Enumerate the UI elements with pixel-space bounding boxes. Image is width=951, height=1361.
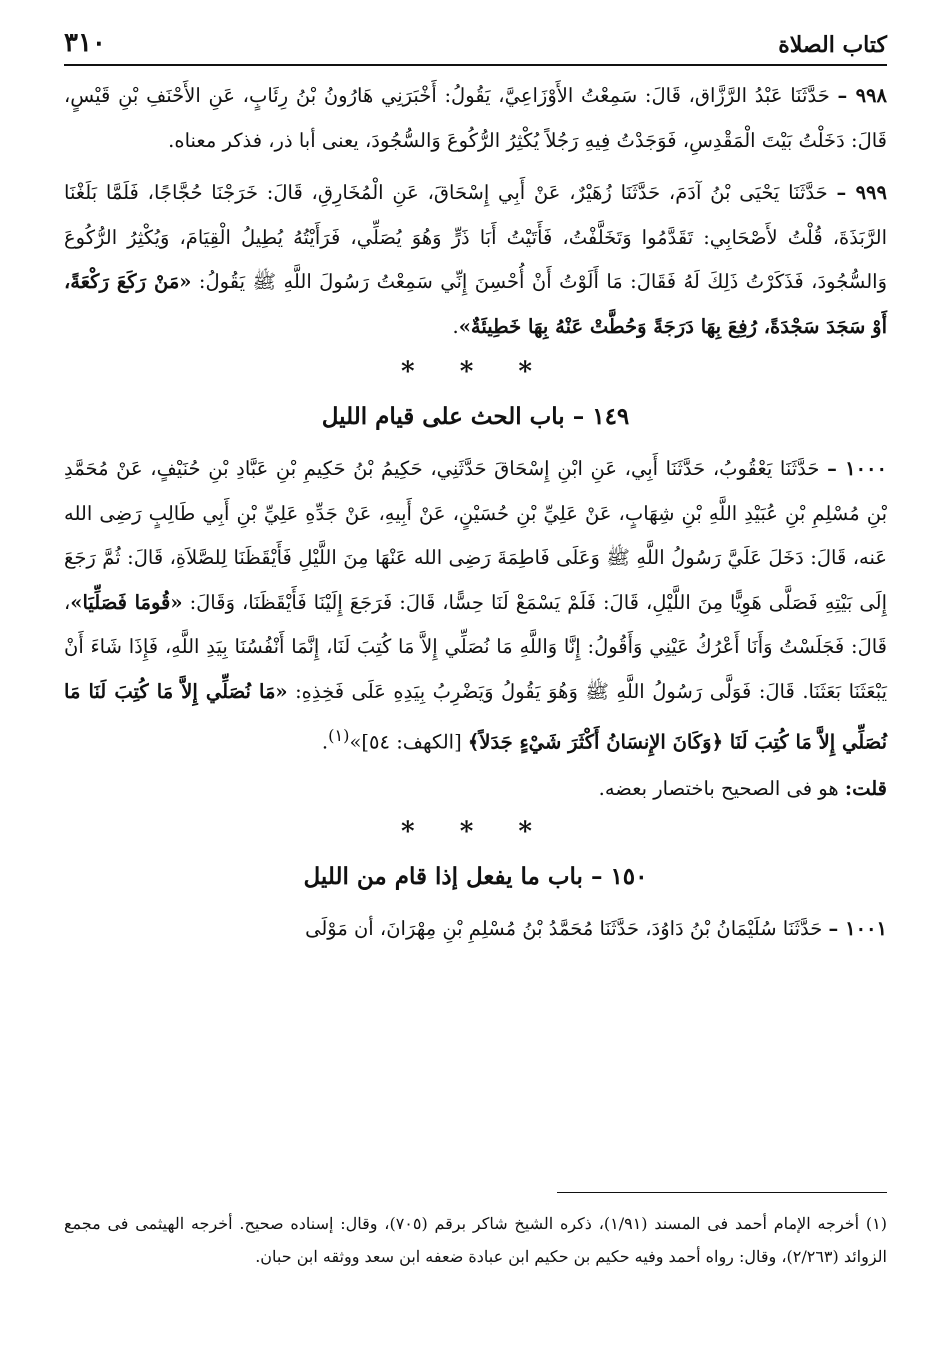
note-label: قلت: [844,777,887,800]
footnote-marker: (١) [328,726,350,745]
hadith-number: ٩٩٨ – [837,84,887,107]
section-separator: * * * [401,357,550,387]
hadith-text: حَدَّثَنَا عَبْدُ الرَّزَّاق، قَالَ: سَمِعْتُ الأَوْزَاعِيَّ، يَقُولُ: أَخْبَرَنِي هَارُونُ بْنُ رِئَابٍ، عَنِ الأَحْنَفِ بْنِ قَيْسٍ، قَالَ: دَخَلْتُ بَيْتَ الْمَقْدِسِ، فَوَجَدْتُ فِيهِ رَجُلاً يُكْثِرُ الرُّكُوعَ وَالسُّجُودَ، يعنى أبا ذر، فذكر معناه. [64,84,887,152]
hadith-998 [64,74,887,163]
prophetic-quote: «مَنْ رَكَعَ رَكْعَةً، أَوْ سَجَدَ سَجْدَةً، رُفِعَ بِهَا دَرَجَةً وَحُطَّتْ عَنْهُ بِهَا خَطِيئَةٌ» [64,270,887,338]
page-number: ٣١٠ [64,28,106,58]
footnote-1: (١) أخرجه الإمام أحمد فى المسند (١/٩١)، ذكره الشيخ شاكر برقم (٧٠٥)، وقال: إسناده صحيح. أخرجه الهيثمى فى مجمع الزوائد (٢/٢٦٣)، وقال: رواه أحمد وفيه حكيم بن حكيم ابن عبادة ضعفه ابن سعد ووثقه ابن حبان. [64,1214,887,1266]
hadith-number: ١٠٠٠ – [827,457,887,480]
hadith-text-continued: ، قَالَ: فَجَلَسْتُ وَأَنَا أَعْرُكُ عَيْنِي وَأَقُولُ: إِنَّا وَاللَّهِ مَا نُصَلِّي إِلاَّ مَا كُتِبَ لَنَا، إِنَّمَا أَنْفُسُنَا بِيَدِ اللَّهِ، فَإِذَا شَاءَ أَنْ يَبْعَثَنَا بَعَثَنَا. قَالَ: فَوَلَّى رَسُولُ اللَّهِ ﷺ وَهُوَ يَقُولُ وَيَضْرِبُ بِيَدِهِ عَلَى فَخِذِهِ: [64,590,887,703]
hadith-1000 [64,447,887,765]
chapter-heading-150: ١٥٠ – باب ما يفعل إذا قام من الليل [303,863,648,890]
hadith-number: ٩٩٩ – [836,181,887,204]
hadith-999 [64,171,887,349]
hadith-end: . [321,730,329,754]
author-note [64,769,887,809]
hadith-1001 [64,907,887,952]
footnotes-area [64,1192,887,1289]
hadith-number: ١٠٠١ – [828,917,887,940]
hadith-text: حَدَّثَنَا يَعْقُوبُ، حَدَّثَنَا أَبِي، عَنِ ابْنِ إِسْحَاقَ حَدَّثَنِي، حَكِيمُ بْنُ حَكِيمِ بْنِ عَبَّادِ بْنِ حُنَيْفٍ، عَنْ مُحَمَّدِ بْنِ مُسْلِمِ بْنِ عُبَيْدِ اللَّهِ بْنِ شِهَابٍ، عَنْ عَلِيِّ بْنِ حُسَيْنٍ، عَنْ أَبِيهِ، عَنْ جَدِّهِ عَلِيِّ بْنِ أَبِي طَالِبٍ رَضِى الله عَنه، قَالَ: دَخَلَ عَلَيَّ رَسُولُ اللَّهِ ﷺ وَعَلَى فَاطِمَةَ رَضِى الله عَنْهَا مِنَ اللَّيْلِ فَأَيْقَظَنَا لِلصَّلاَةِ، قَالَ: ثُمَّ رَجَعَ إِلَى بَيْتِهِ فَصَلَّى هَوِيًّا مِنَ اللَّيْلِ، قَالَ: فَلَمْ يَسْمَعْ لَنَا حِسًّا، قَالَ: فَرَجَعَ إِلَيْنَا فَأَيْقَظَنَا، وَقَالَ: [64,457,887,614]
prophetic-quote-with-verse: «مَا نُصَلِّي إِلاَّ مَا كُتِبَ لَنَا مَا نُصَلِّي إِلاَّ مَا كُتِبَ لَنَا ﴿وَكَانَ الإِنسَانُ أَكْثَرَ شَيْءٍ جَدَلاً﴾ [64,679,887,754]
hadith-end: . [452,314,459,338]
hadith-text: حَدَّثَنَا يَحْيَى بْنُ آدَمَ، حَدَّثَنَا زُهَيْرٌ، عَنْ أَبِي إِسْحَاقَ، عَنِ الْمُخَارِقِ، قَالَ: خَرَجْنَا حُجَّاجًا، فَلَمَّا بَلَغْنَا الرَّبَذَةَ، قُلْتُ لأَصْحَابِي: تَقَدَّمُوا وَتَخَلَّفْتُ، فَأَتَيْتُ أَبَا ذَرٍّ وَهُوَ يُصَلِّي، فَرَأَيْتُهُ يُطِيلُ الْقِيَامَ، وَيُكْثِرُ الرُّكُوعَ وَالسُّجُودَ، فَذَكَرْتُ ذَلِكَ لَهُ فَقَالَ: مَا أَلَوْتُ أَنْ أُحْسِنَ إِنِّي سَمِعْتُ رَسُولَ اللَّهِ ﷺ يَقُولُ: [64,181,887,293]
prophetic-quote: «قُومَا فَصَلِّيَا» [70,590,183,614]
running-header [64,28,887,66]
note-text: هو فى الصحيح باختصار بعضه. [598,777,845,800]
footnote-rule [557,1192,887,1193]
chapter-heading-149: ١٤٩ – باب الحث على قيام الليل [321,403,630,430]
hadith-text: حَدَّثَنَا سُلَيْمَانُ بْنُ دَاوُدَ، حَدَّثَنَا مُحَمَّدُ بْنُ مُسْلِمِ بْنِ مِهْرَانَ، أن مَوْلَى [305,917,829,940]
verse-reference: [الكهف: ٥٤]» [349,730,468,754]
section-separator: * * * [401,817,550,847]
book-title: كتاب الصلاة [778,32,887,58]
